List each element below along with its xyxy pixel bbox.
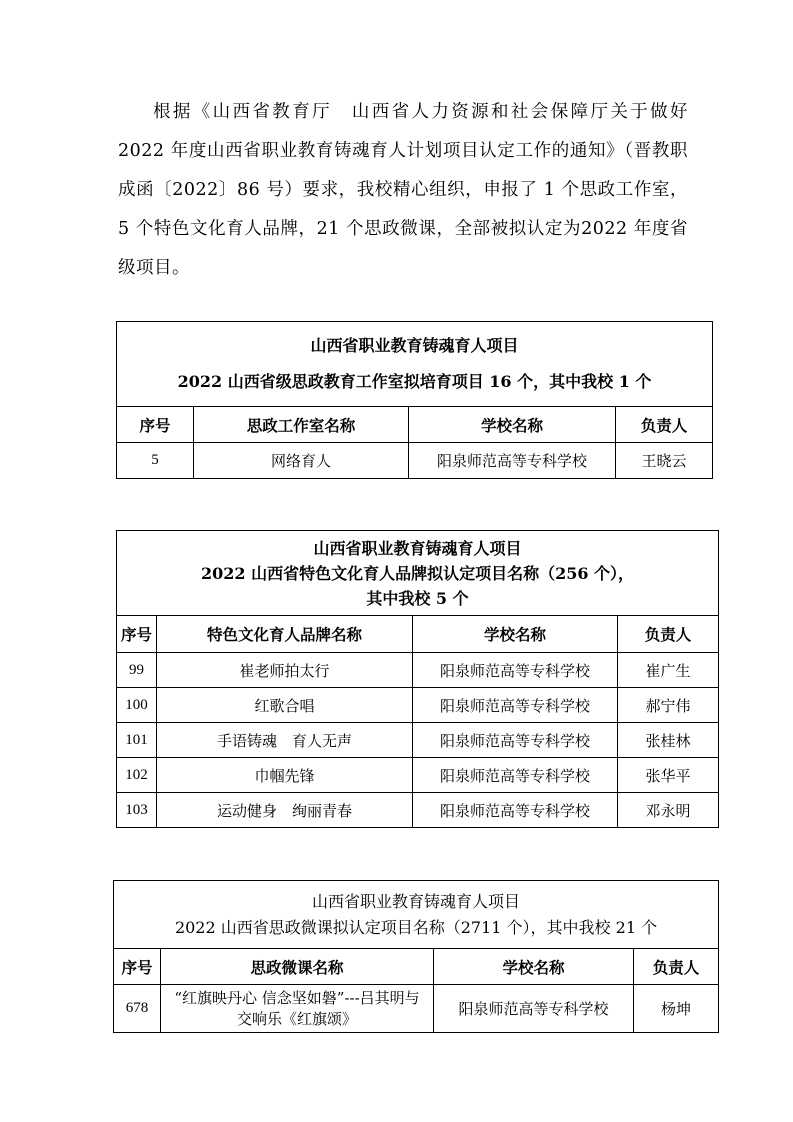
- table-row: [117, 653, 719, 688]
- cell-person: 郝宁伟: [618, 688, 719, 723]
- table-title: [117, 531, 719, 616]
- table-row: [117, 688, 719, 723]
- table-title-line: 其中我校 5 个: [366, 588, 469, 608]
- cell-number: 101: [117, 723, 157, 758]
- intro-paragraph-block: [118, 93, 688, 288]
- cell-project-name: 网络育人: [194, 443, 409, 479]
- table-title-line: 2022 山西省特色文化育人品牌拟认定项目名称（256 个），: [200, 563, 635, 583]
- column-header: 学校名称: [409, 407, 616, 443]
- column-header: 思政微课名称: [161, 949, 434, 985]
- culture-brand-table: [116, 530, 719, 828]
- table-row: [117, 723, 719, 758]
- column-header: 负责人: [634, 949, 719, 985]
- table-title: [117, 322, 713, 407]
- cell-person: 邓永明: [618, 793, 719, 828]
- cell-number: 102: [117, 758, 157, 793]
- micro-course-table: [113, 880, 719, 1033]
- cell-person: 张华平: [618, 758, 719, 793]
- cell-school-name: 阳泉师范高等专科学校: [413, 653, 618, 688]
- cell-project-name: 崔老师拍太行: [157, 653, 413, 688]
- cell-number: 103: [117, 793, 157, 828]
- cell-person: 崔广生: [618, 653, 719, 688]
- table-title-line: 山西省职业教育铸魂育人项目: [310, 336, 519, 355]
- cell-project-name: 运动健身 绚丽青春: [157, 793, 413, 828]
- table-title-line: 2022 山西省思政微课拟认定项目名称（2711 个），其中我校 21 个: [174, 917, 658, 937]
- cell-number: 99: [117, 653, 157, 688]
- cell-project-name: 手语铸魂 育人无声: [157, 723, 413, 758]
- table-row: [117, 793, 719, 828]
- cell-number: 100: [117, 688, 157, 723]
- cell-school-name: 阳泉师范高等专科学校: [413, 723, 618, 758]
- column-header: 思政工作室名称: [194, 407, 409, 443]
- cell-person: 杨坤: [634, 985, 719, 1033]
- cell-school-name: 阳泉师范高等专科学校: [413, 793, 618, 828]
- cell-school-name: 阳泉师范高等专科学校: [434, 985, 634, 1033]
- column-header: 序号: [117, 616, 157, 653]
- cell-number: 5: [117, 443, 194, 479]
- table-title-line: 山西省职业教育铸魂育人项目: [312, 891, 521, 911]
- table-title: [114, 881, 719, 949]
- cell-project-name: 红歌合唱: [157, 688, 413, 723]
- table-row: [117, 758, 719, 793]
- column-header: 负责人: [616, 407, 713, 443]
- column-header: 学校名称: [413, 616, 618, 653]
- column-header: 学校名称: [434, 949, 634, 985]
- cell-person: 王晓云: [616, 443, 713, 479]
- column-header: 序号: [117, 407, 194, 443]
- intro-paragraph: 根据《山西省教育厅 山西省人力资源和社会保障厅关于做好 2022 年度山西省职业教育铸魂育人计划项目认定工作的通知》（晋教职成函〔2022〕86 号）要求，我校精心组织，申报了 1 个思政工作室，5 个特色文化育人品牌，21 个思政微课，全部被拟认定为2022 年度省级项目。: [118, 102, 688, 278]
- cell-number: 678: [114, 985, 161, 1033]
- cell-project-name: 巾帼先锋: [157, 758, 413, 793]
- column-header: 序号: [114, 949, 161, 985]
- table-row: [114, 985, 719, 1033]
- cell-school-name: 阳泉师范高等专科学校: [413, 758, 618, 793]
- table-row: [117, 443, 713, 479]
- cell-school-name: 阳泉师范高等专科学校: [409, 443, 616, 479]
- cell-project-name: “红旗映丹心 信念坚如磐”---吕其明与交响乐《红旗颂》: [161, 985, 434, 1033]
- workroom-table: [116, 321, 713, 479]
- cell-school-name: 阳泉师范高等专科学校: [413, 688, 618, 723]
- table-title-line: 山西省职业教育铸魂育人项目: [313, 538, 522, 558]
- column-header: 负责人: [618, 616, 719, 653]
- table-title-line: 2022 山西省级思政教育工作室拟培育项目 16 个，其中我校 1 个: [177, 372, 652, 391]
- cell-person: 张桂林: [618, 723, 719, 758]
- column-header: 特色文化育人品牌名称: [157, 616, 413, 653]
